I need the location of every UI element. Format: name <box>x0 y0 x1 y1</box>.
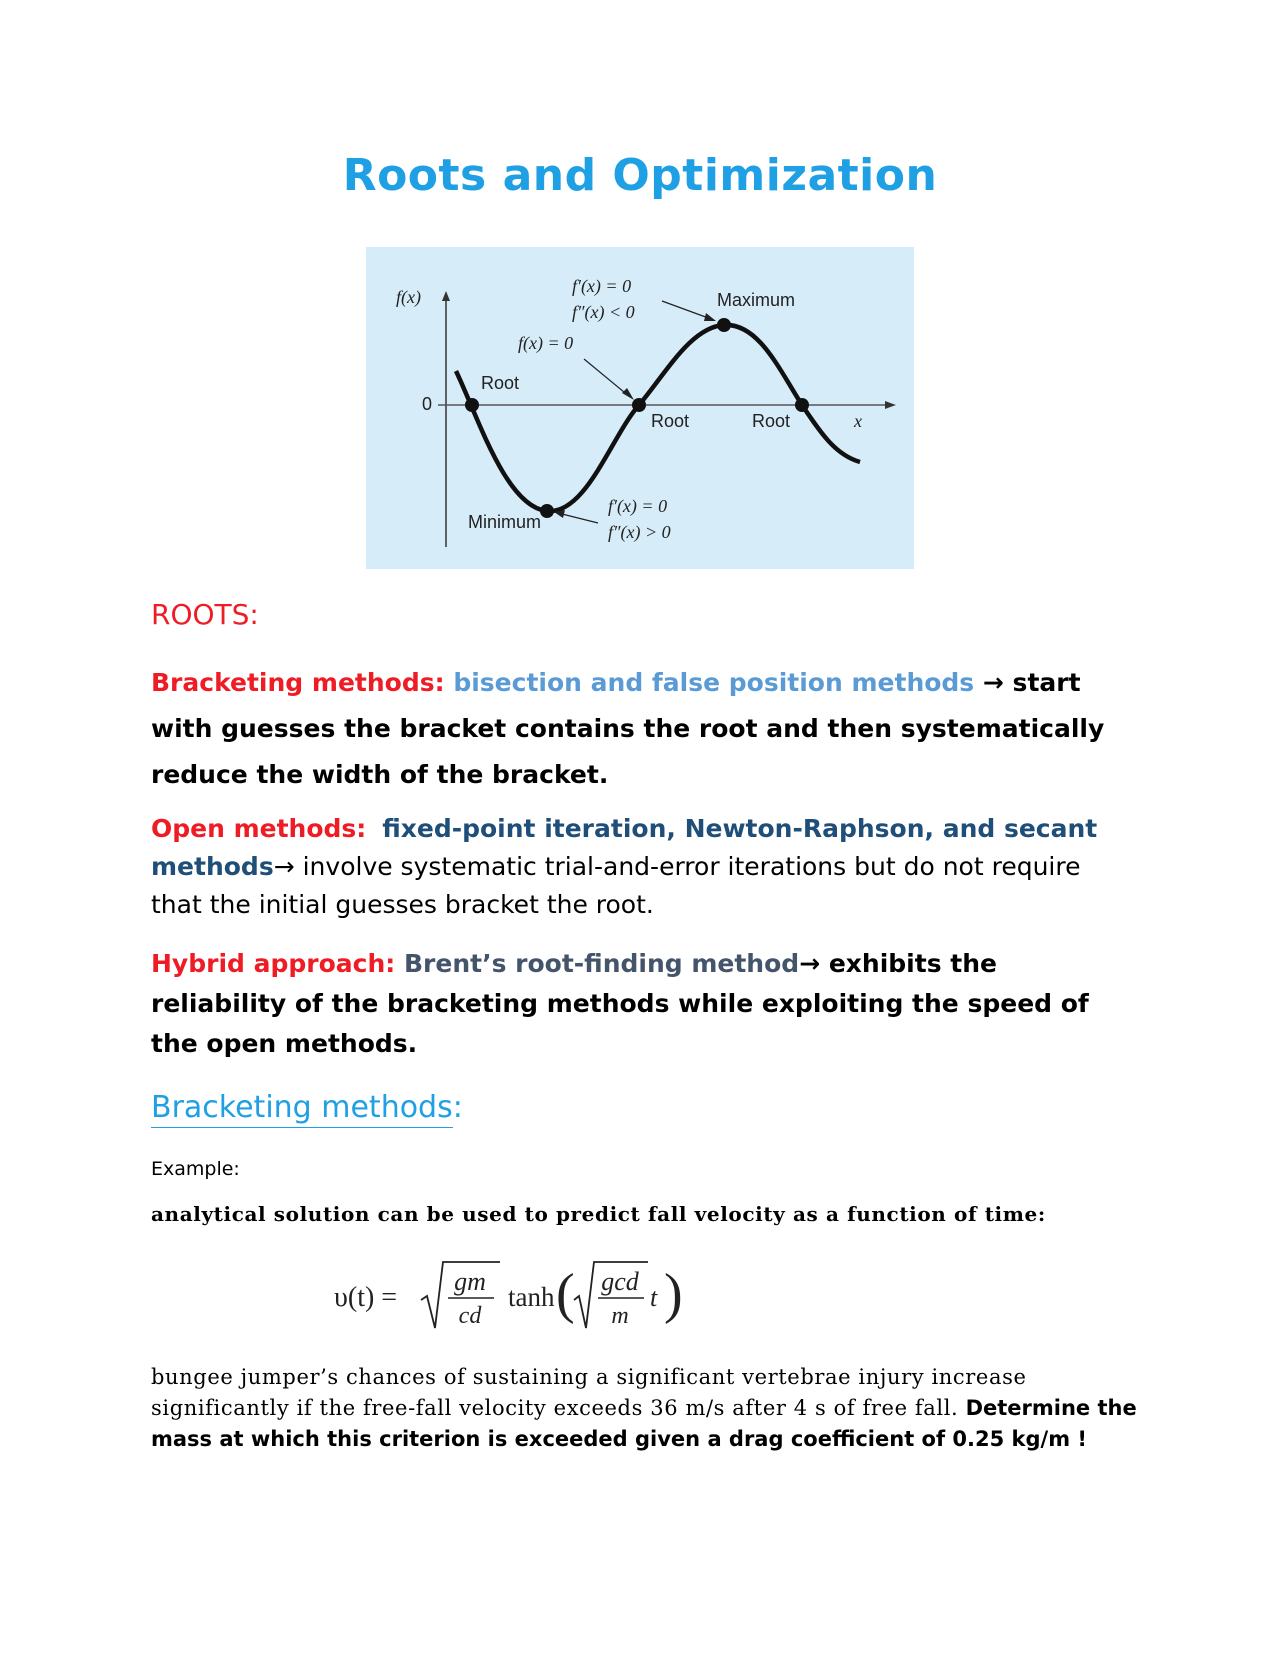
left-paren: ( <box>556 1263 575 1325</box>
root-point-right <box>795 398 809 412</box>
page-title: Roots and Optimization <box>342 150 938 201</box>
root-label-right: Root <box>752 411 791 431</box>
open-paragraph <box>151 810 1131 924</box>
y-axis-label: f(x) <box>396 287 421 307</box>
bracketing-label: Bracketing methods: <box>151 668 445 697</box>
y-axis-arrow <box>442 291 450 301</box>
min-condition-1: f′(x) = 0 <box>608 496 668 516</box>
root-arrowhead <box>622 388 634 400</box>
maximum-label: Maximum <box>717 290 796 310</box>
problem-statement <box>151 1362 1161 1455</box>
min-arrow <box>558 513 598 523</box>
x-axis-arrow <box>885 401 896 409</box>
formula-tanh: tanh <box>508 1282 555 1312</box>
bracketing-text: → start with guesses the bracket contains the root and then systematically reduce the width of the bracket. <box>151 668 1105 789</box>
maximum-point <box>717 318 731 332</box>
max-arrow <box>662 301 711 319</box>
hybrid-paragraph <box>151 944 1131 1064</box>
open-label: Open methods: <box>151 814 367 843</box>
open-methods: fixed-point iteration, Newton-Raphson, and secant methods <box>151 814 1098 881</box>
formula-den2: m <box>611 1303 629 1329</box>
formula-num2: gcd <box>601 1267 639 1296</box>
minimum-label: Minimum <box>468 512 542 532</box>
hybrid-text: → exhibits the reliability of the bracketing methods while exploiting the speed of the open methods. <box>151 949 1089 1058</box>
root-arrow <box>584 359 630 397</box>
root-point-middle <box>632 398 646 412</box>
formula-lhs: υ(t) = <box>334 1282 398 1313</box>
hybrid-label: Hybrid approach: <box>151 949 396 978</box>
root-label-left: Root <box>481 373 520 393</box>
right-paren: ) <box>664 1263 683 1325</box>
root-point-left <box>465 398 479 412</box>
root-label-middle: Root <box>651 411 690 431</box>
bracketing-methods: bisection and false position methods <box>453 668 975 697</box>
function-plot <box>366 247 914 569</box>
zero-label: 0 <box>422 394 433 414</box>
problem-text: bungee jumper’s chances of sustaining a significant vertebrae injury increase significantly if the free-fall velocity exceeds 36 m/s after 4 s of free fall. <box>151 1365 1027 1420</box>
formula-num1: gm <box>454 1267 486 1296</box>
roots-optimization-figure <box>366 247 914 569</box>
open-text: → involve systematic trial-and-error iterations but do not require that the initial guesses bracket the root. <box>151 852 1081 919</box>
formula-t: t <box>650 1283 658 1312</box>
hybrid-methods: Brent’s root-finding method <box>403 949 800 978</box>
x-axis-label: x <box>854 411 862 431</box>
formula-den1: cd <box>458 1303 482 1329</box>
formula-svg <box>320 1248 700 1336</box>
root-condition: f(x) = 0 <box>518 333 574 353</box>
max-arrowhead <box>704 313 716 321</box>
bracketing-section-heading: Bracketing methods: <box>151 1090 463 1125</box>
example-label: Example: <box>151 1158 240 1180</box>
max-condition-1: f′(x) = 0 <box>572 276 632 296</box>
roots-heading: ROOTS: <box>151 598 259 631</box>
max-condition-2: f″(x) < 0 <box>572 302 635 322</box>
problem-question: Determine the mass at which this criterion is exceeded given a drag coefficient of 0.25 kg/m ! <box>151 1396 1137 1451</box>
min-condition-2: f″(x) > 0 <box>608 522 671 542</box>
minimum-point <box>540 504 554 518</box>
bracketing-paragraph <box>151 660 1131 798</box>
analytical-intro: analytical solution can be used to predict fall velocity as a function of time: <box>151 1202 1046 1226</box>
velocity-formula <box>320 1248 700 1341</box>
